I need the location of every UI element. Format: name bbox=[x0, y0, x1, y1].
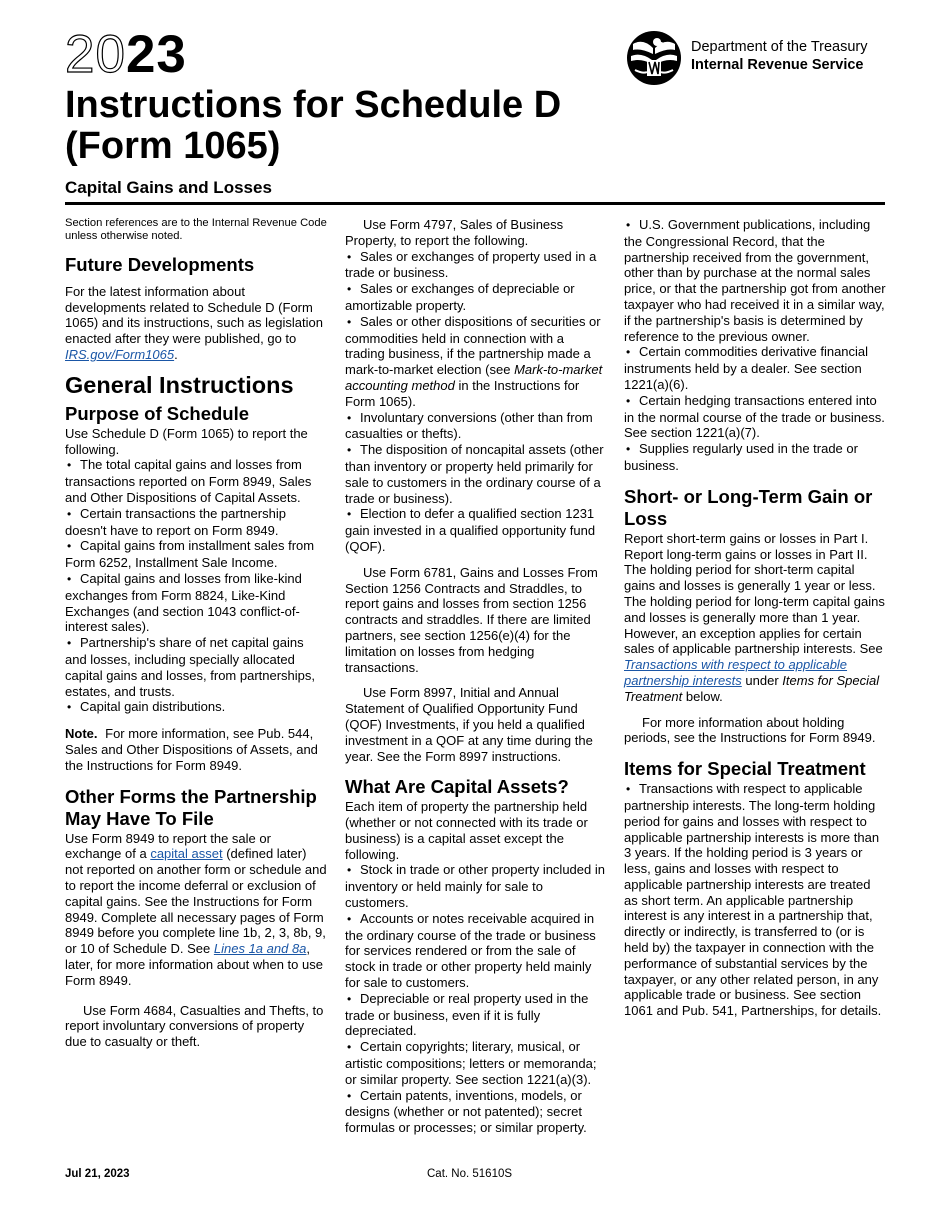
list-item: • Involuntary conversions (other than from casualties or thefts). bbox=[345, 410, 607, 443]
catalog-number: Cat. No. 51610S bbox=[427, 1168, 513, 1180]
list-item: • Certain transactions the partnership doesn't have to report on Form 8949. bbox=[65, 506, 327, 539]
list-item: • Sales or exchanges of depreciable or amortizable property. bbox=[345, 281, 607, 314]
list-item: • Accounts or notes receivable acquired in the ordinary course of the trade or business for services rendered or from the sale of stock in trade or other property held mainly for sale to customers. bbox=[345, 911, 607, 991]
list-item: • Depreciable or real property used in the trade or business, even if it is fully depreciated. bbox=[345, 991, 607, 1039]
form8997-text: Use Form 8997, Initial and Annual Statement of Qualified Opportunity Fund (QOF) Investments, if you held a qualified investment in a QOF at any time during the year. See the Form 8997 instructions. bbox=[345, 685, 593, 764]
form6781-text: Use Form 6781, Gains and Losses From Section 1256 Contracts and Straddles, to report gains and losses from section 1256 contracts and straddles. If there are limited partners, see section 1256(e)(4) for the limitation on losses from hedging transactions. bbox=[345, 564, 598, 675]
applicable-partnership-interests-link[interactable]: Transactions with respect to applicable partnership interests bbox=[624, 657, 848, 688]
list-item: • Sales or other dispositions of securities or commodities held in connection with a trading business, if the partnership made a mark-to-market election (see Mark-to-market accounting method in the Instructions for Form 1065). bbox=[345, 314, 607, 410]
irs-form1065-link[interactable]: IRS.gov/Form1065 bbox=[65, 347, 175, 362]
heading-short-long-term: Short- or Long-Term Gain or Loss bbox=[624, 485, 873, 529]
list-item: • Certain commodities derivative financial instruments held by a dealer. See section 1221(a)(6). bbox=[624, 344, 886, 392]
list-item: • Sales or exchanges of property used in a trade or business. bbox=[345, 249, 607, 282]
lines-1a-8a-link[interactable]: Lines 1a and 8a bbox=[213, 941, 307, 957]
form4797-intro: Use Form 4797, Sales of Business Property, to report the following. bbox=[345, 217, 564, 248]
document-subtitle: Capital Gains and Losses bbox=[65, 178, 272, 197]
list-item: • Election to defer a qualified section 1231 gain invested in a qualified opportunity fund (QOF). bbox=[345, 506, 607, 554]
capital-asset-link[interactable]: capital asset bbox=[150, 846, 223, 862]
irs-eagle-logo-icon bbox=[623, 30, 685, 86]
list-item: • The disposition of noncapital assets (other than inventory or property held primarily for sale to customers in the ordinary course of a trade or business). bbox=[345, 442, 607, 506]
agency-block bbox=[691, 38, 868, 74]
list-item: • Stock in trade or other property included in inventory or held mainly for sale to customers. bbox=[345, 862, 607, 910]
column-1 bbox=[65, 217, 327, 1050]
list-item: • Partnership's share of net capital gains and losses, including specially allocated capital gains and losses, from partnerships, estates, and trusts. bbox=[65, 635, 327, 699]
revision-date: Jul 21, 2023 bbox=[65, 1168, 130, 1180]
agency-irs: Internal Revenue Service bbox=[691, 57, 864, 73]
list-item: • Certain patents, inventions, models, or designs (whether or not patented); secret formulas or processes; or similar property. bbox=[345, 1088, 607, 1136]
list-item: • U.S. Government publications, including the Congressional Record, that the partnership received from the government, other than by purchase at the normal sales price, or that the partnership got from another taxpayer who had received it in a similar way, if the partnership's basis is determined by reference to the previous owner. bbox=[624, 217, 886, 344]
column-3 bbox=[624, 217, 886, 1019]
list-item: • Capital gain distributions. bbox=[65, 699, 327, 716]
future-developments-text: For the latest information about developments related to Schedule D (Form 1065) and its instructions, such as legislation enacted after they were published, go to IRS.gov/Form1065. bbox=[65, 283, 323, 362]
document-title: Instructions for Schedule D (Form 1065) bbox=[65, 84, 562, 167]
list-item: • Transactions with respect to applicable partnership interests. The long-term holding period for gains and losses with respect to applicable partnership interests is more than 3 years. If the holding period is 3 years or less, gains and losses with respect to applicable partnership interests are treated as short term. An applicable partnership interest is any interest in a partnership that, directly or indirectly, is transferred to (or is held by) the taxpayer in connection with the performance of substantial services by the taxpayer, or any other related person, in any applicable trade or business. See section 1061 and Pub. 541, Partnerships, for details. bbox=[624, 781, 886, 1019]
list-item: • Certain copyrights; literary, musical, or artistic compositions; letters or memoranda; or similar property. See section 1221(a)(3). bbox=[345, 1039, 607, 1087]
note-paragraph: Note. For more information, see Pub. 544, Sales and Other Dispositions of Assets, and the Instructions for Form 8949. bbox=[65, 726, 318, 773]
agency-department: Department of the Treasury bbox=[691, 39, 868, 55]
heading-future-developments: Future Developments bbox=[65, 253, 255, 275]
section-references-note: Section references are to the Internal Revenue Code unless otherwise noted. bbox=[65, 217, 327, 243]
tax-year-outline: 20 bbox=[65, 25, 126, 84]
purpose-intro: Use Schedule D (Form 1065) to report the following. bbox=[65, 425, 308, 457]
list-item: • Capital gains and losses from like-kind exchanges from Form 8824, Like-Kind Exchanges (and section 1043 conflict-of-interest sales). bbox=[65, 571, 327, 635]
note-label: Note. bbox=[65, 726, 98, 742]
short-long-term-text: Report short-term gains or losses in Part I. Report long-term gains or losses in Part II. The holding period for short-term capital gains and losses is generally 1 year or less. The holding period for long-term capital gains and losses is generally more than 1 year. However, an exception applies for certain sales of applicable partnership interests. See Transactions with respect to applicable partnership interests under Items for Special Treatment below. bbox=[624, 530, 885, 704]
heading-general-instructions: General Instructions bbox=[65, 371, 294, 398]
list-item: • Certain hedging transactions entered into in the normal course of the trade or business. See section 1221(a)(7). bbox=[624, 393, 886, 441]
other-forms-text: Use Form 8949 to report the sale or exchange of a capital asset (defined later) not reported on another form or schedule and to report the income deferral or exclusion of capital gains. See the Instructions for Form 8949. Complete all necessary pages of Form 8949 before you complete line 1b, 2, 3, 8b, 9, or 10 of Schedule D. See Lines 1a and 8a, later, for more information about when to use Form 8949. bbox=[65, 830, 327, 988]
list-item: • Supplies regularly used in the trade or business. bbox=[624, 441, 886, 474]
tax-year bbox=[65, 25, 187, 84]
list-item: • The total capital gains and losses from transactions reported on Form 8949, Sales and Other Dispositions of Capital Assets. bbox=[65, 457, 327, 505]
form4684-text: Use Form 4684, Casualties and Thefts, to report involuntary conversions of property due to casualty or theft. bbox=[65, 1002, 324, 1050]
tax-year-bold: 23 bbox=[125, 25, 187, 84]
header-divider bbox=[65, 202, 885, 205]
capital-assets-intro: Each item of property the partnership held (whether or not connected with its trade or business) is a capital asset except the following. bbox=[345, 799, 588, 862]
heading-capital-assets: What Are Capital Assets? bbox=[345, 776, 569, 798]
heading-purpose-of-schedule: Purpose of Schedule bbox=[65, 402, 250, 424]
holding-periods-text: For more information about holding periods, see the Instructions for Form 8949. bbox=[624, 714, 876, 746]
heading-other-forms: Other Forms the Partnership May Have To File bbox=[65, 785, 317, 829]
column-2 bbox=[345, 217, 607, 1136]
heading-items-special-treatment: Items for Special Treatment bbox=[624, 758, 866, 780]
list-item: • Capital gains from installment sales from Form 6252, Installment Sale Income. bbox=[65, 538, 327, 571]
